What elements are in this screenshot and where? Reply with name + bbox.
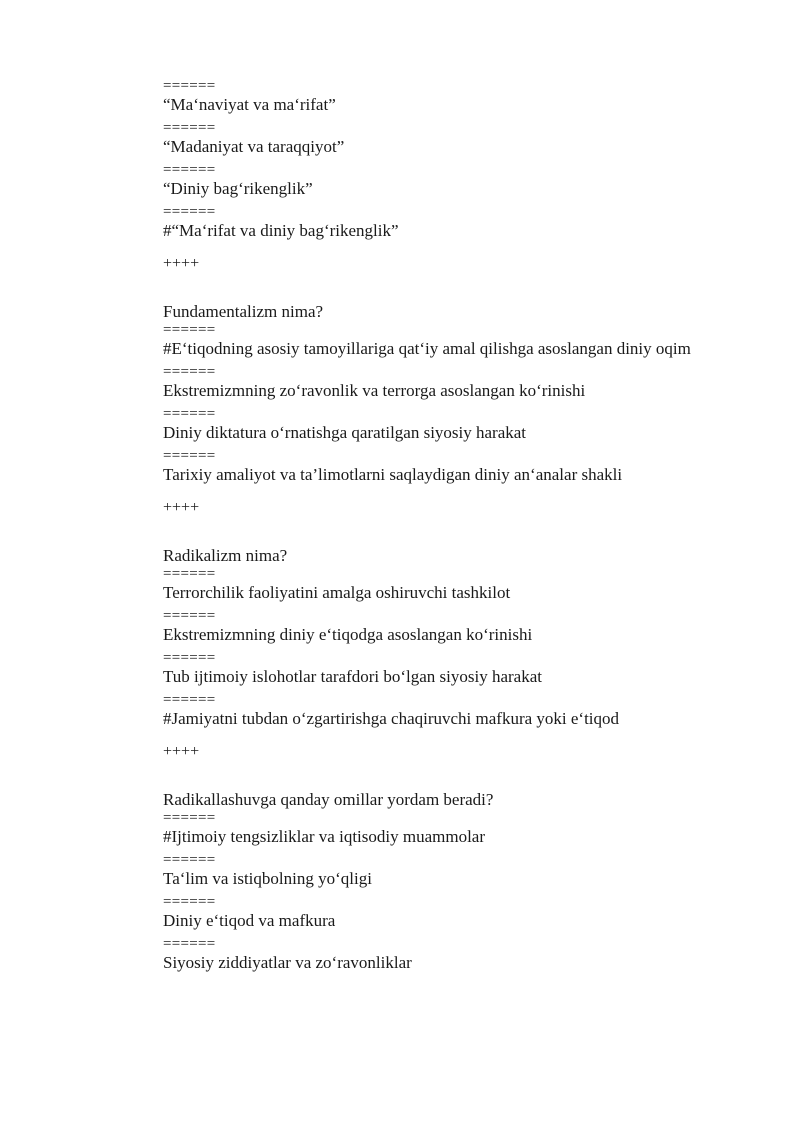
answer-option: Ta‘lim va istiqbolning yo‘qligi <box>163 869 372 888</box>
block-end-marker: ++++ <box>163 255 200 272</box>
question-text: Fundamentalizm nima? <box>163 302 324 321</box>
question-text: Radikallashuvga qanday omillar yordam beradi? <box>163 790 494 809</box>
answer-separator: ====== <box>163 364 216 380</box>
answer-separator: ====== <box>163 322 216 338</box>
question-block-2 <box>163 545 783 762</box>
answer-separator: ====== <box>163 78 216 94</box>
answer-option: #E‘tiqodning asosiy tamoyillariga qat‘iy amal qilishga asoslangan diniy oqim <box>163 339 691 358</box>
block-end-marker: ++++ <box>163 499 200 516</box>
answer-option: Tub ijtimoiy islohotlar tarafdori bo‘lgan siyosiy harakat <box>163 667 542 686</box>
answer-separator: ====== <box>163 810 216 826</box>
answer-option: “Madaniyat va taraqqiyot” <box>163 137 345 156</box>
answer-option: Ekstremizmning diniy e‘tiqodga asoslangan ko‘rinishi <box>163 625 533 644</box>
answer-option: Siyosiy ziddiyatlar va zo‘ravonliklar <box>163 953 412 972</box>
answer-separator: ====== <box>163 692 216 708</box>
answer-separator: ====== <box>163 852 216 868</box>
answer-separator: ====== <box>163 566 216 582</box>
answer-option: Ekstremizmning zo‘ravonlik va terrorga asoslangan ko‘rinishi <box>163 381 586 400</box>
question-block-1 <box>163 301 783 518</box>
answer-option: #Jamiyatni tubdan o‘zgartirishga chaqiruvchi mafkura yoki e‘tiqod <box>163 709 620 728</box>
question-block-3 <box>163 789 783 973</box>
block-end-marker: ++++ <box>163 743 200 760</box>
answer-separator: ====== <box>163 936 216 952</box>
answer-separator: ====== <box>163 448 216 464</box>
question-text: Radikalizm nima? <box>163 546 288 565</box>
answer-option: Diniy e‘tiqod va mafkura <box>163 911 336 930</box>
answer-separator: ====== <box>163 406 216 422</box>
answer-option: Tarixiy amaliyot va ta’limotlarni saqlaydigan diniy an‘analar shakli <box>163 465 623 484</box>
answer-separator: ====== <box>163 894 216 910</box>
answer-option: #“Ma‘rifat va diniy bag‘rikenglik” <box>163 221 399 240</box>
answer-option: Diniy diktatura o‘rnatishga qaratilgan siyosiy harakat <box>163 423 527 442</box>
answer-separator: ====== <box>163 120 216 136</box>
answer-separator: ====== <box>163 608 216 624</box>
answer-option: Terrorchilik faoliyatini amalga oshiruvchi tashkilot <box>163 583 511 602</box>
answer-separator: ====== <box>163 204 216 220</box>
answer-option: #Ijtimoiy tengsizliklar va iqtisodiy muammolar <box>163 827 486 846</box>
answer-option: “Diniy bag‘rikenglik” <box>163 179 313 198</box>
answer-separator: ====== <box>163 650 216 666</box>
answer-separator: ====== <box>163 162 216 178</box>
question-block-0 <box>163 79 783 274</box>
document-page <box>163 78 783 979</box>
answer-option: “Ma‘naviyat va ma‘rifat” <box>163 95 336 114</box>
